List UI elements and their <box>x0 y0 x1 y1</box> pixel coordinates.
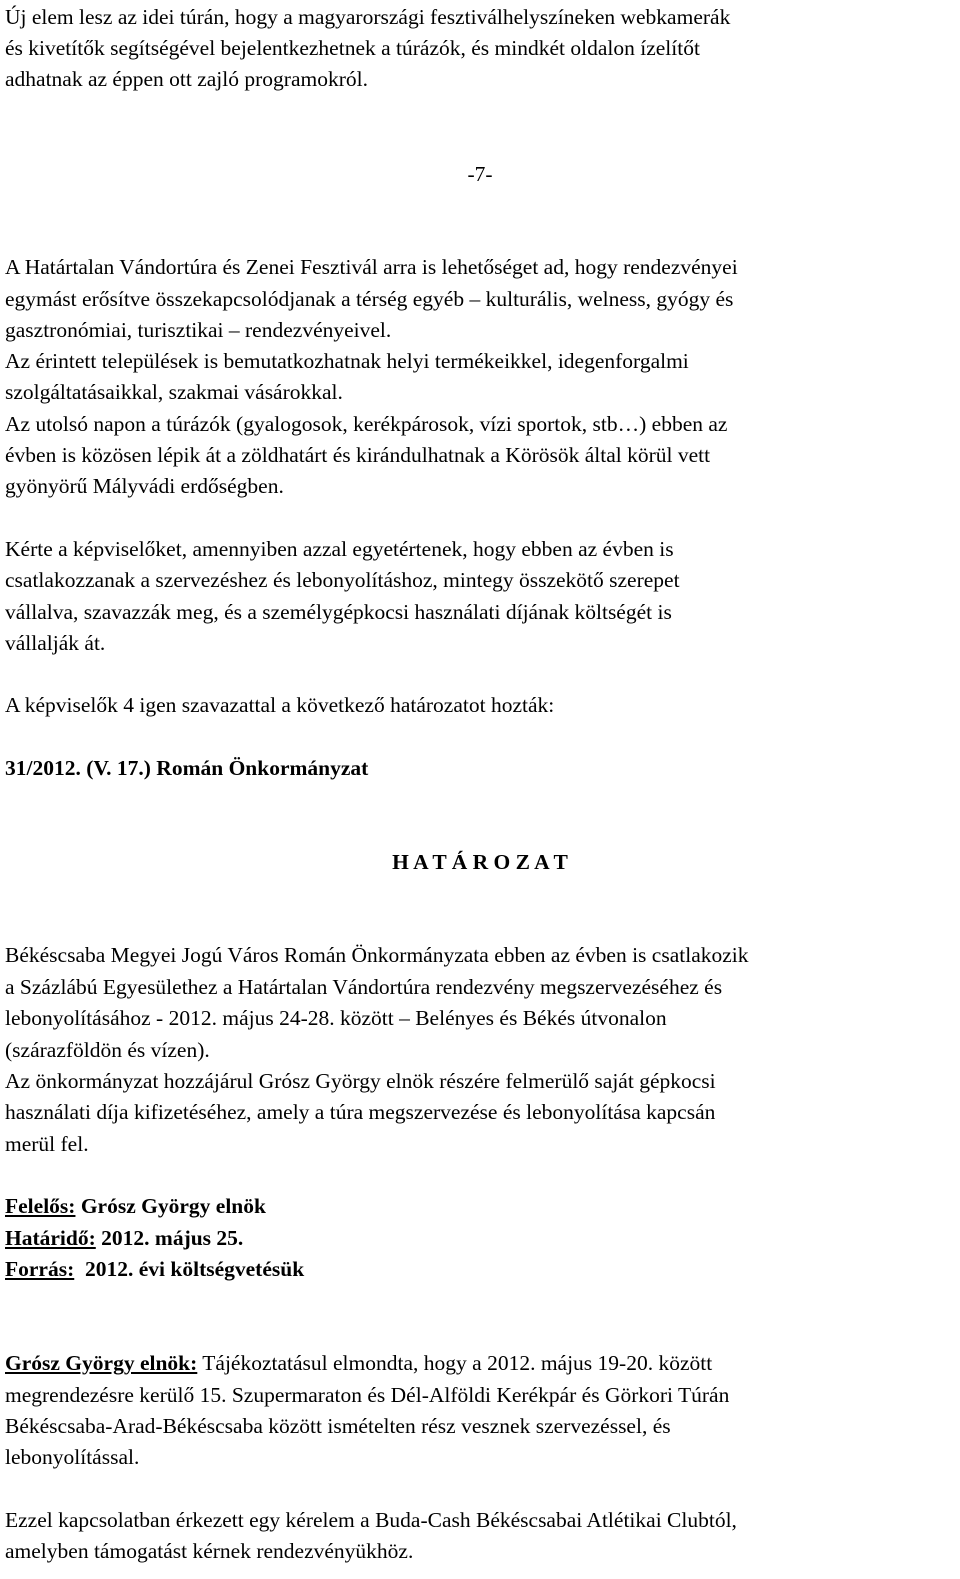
resolution-line: használati díja kifizetéséhez, amely a túra megszervezése és lebonyolítása kapcsán <box>5 1100 716 1124</box>
intro-line: adhatnak az éppen ott zajló programokról. <box>5 67 368 91</box>
resolution-line: Az önkormányzat hozzájárul Grósz György elnök részére felmerülő saját gépkocsi <box>5 1069 716 1093</box>
info-line: Békéscsaba-Arad-Békéscsaba között ismételten rész vesznek szervezéssel, és <box>5 1414 671 1438</box>
deadline-value: 2012. május 25. <box>95 1226 244 1250</box>
responsible-line <box>5 1191 266 1222</box>
request-line: vállalva, szavazzák meg, és a személygépkocsi használati díjának költségét is <box>5 600 672 624</box>
resolution-line: (szárazföldön és vízen). <box>5 1038 210 1062</box>
resolution-line: a Százlábú Egyesülethez a Határtalan Vándortúra rendezvény megszervezéséhez és <box>5 975 723 999</box>
info-speaker: Grósz György elnök: <box>5 1351 198 1375</box>
deadline-label: Határidő: <box>5 1226 96 1250</box>
request-line: csatlakozzanak a szervezéshez és lebonyolításhoz, mintegy összekötő szerepet <box>5 568 680 592</box>
body-line: Az érintett települések is bemutatkozhatnak helyi termékeikkel, idegenforgalmi <box>5 349 689 373</box>
body-line: szolgáltatásaikkal, szakmai vásárokkal. <box>5 380 343 404</box>
request-line: Kérte a képviselőket, amennyiben azzal egyetértenek, hogy ebben az évben is <box>5 537 674 561</box>
responsible-label: Felelős: <box>5 1194 76 1218</box>
page-number: -7- <box>467 162 493 186</box>
body-line: A Határtalan Vándortúra és Zenei Fesztivál arra is lehetőséget ad, hogy rendezvényei <box>5 255 738 279</box>
body-line: gasztronómiai, turisztikai – rendezvényeivel. <box>5 318 392 342</box>
source-value: 2012. évi költségvetésük <box>74 1257 305 1281</box>
body-line: Az utolsó napon a túrázók (gyalogosok, kerékpárosok, vízi sportok, stb…) ebben az <box>5 412 728 436</box>
resolution-title: H A T Á R O Z A T <box>392 850 568 874</box>
resolution-line: lebonyolításához - 2012. május 24-28. között – Belényes és Békés útvonalon <box>5 1006 667 1030</box>
responsible-value: Grósz György elnök <box>75 1194 266 1218</box>
info-line: lebonyolítással. <box>5 1445 140 1469</box>
body-line: gyönyörű Mályvádi erdőségben. <box>5 474 284 498</box>
resolution-line: merül fel. <box>5 1132 89 1156</box>
source-label: Forrás: <box>5 1257 75 1281</box>
body-line: évben is közösen lépik át a zöldhatárt és kirándulhatnak a Körösök által körül vett <box>5 443 711 467</box>
intro-line: Új elem lesz az idei túrán, hogy a magyarországi fesztiválhelyszíneken webkamerák <box>5 5 731 29</box>
deadline-line <box>5 1223 243 1254</box>
resolution-number: 31/2012. (V. 17.) Román Önkormányzat <box>5 756 369 780</box>
closing-line: Ezzel kapcsolatban érkezett egy kérelem a Buda-Cash Békéscsabai Atlétikai Clubtól, <box>5 1508 737 1532</box>
resolution-line: Békéscsaba Megyei Jogú Város Román Önkormányzata ebben az évben is csatlakozik <box>5 943 749 967</box>
info-text: Tájékoztatásul elmondta, hogy a 2012. május 19-20. között <box>197 1351 713 1375</box>
intro-line: és kivetítők segítségével bejelentkezhetnek a túrázók, és mindkét oldalon ízelítőt <box>5 36 700 60</box>
body-line: egymást erősítve összekapcsolódjanak a térség egyéb – kulturális, welness, gyógy és <box>5 287 734 311</box>
info-line <box>5 1348 712 1379</box>
info-line: megrendezésre kerülő 15. Szupermaraton és Dél-Alföldi Kerékpár és Görkori Túrán <box>5 1383 730 1407</box>
request-line: vállalják át. <box>5 631 106 655</box>
closing-line: amelyben támogatást kérnek rendezvényükhöz. <box>5 1539 414 1563</box>
vote-line: A képviselők 4 igen szavazattal a következő határozatot hozták: <box>5 693 555 717</box>
source-line <box>5 1254 304 1285</box>
